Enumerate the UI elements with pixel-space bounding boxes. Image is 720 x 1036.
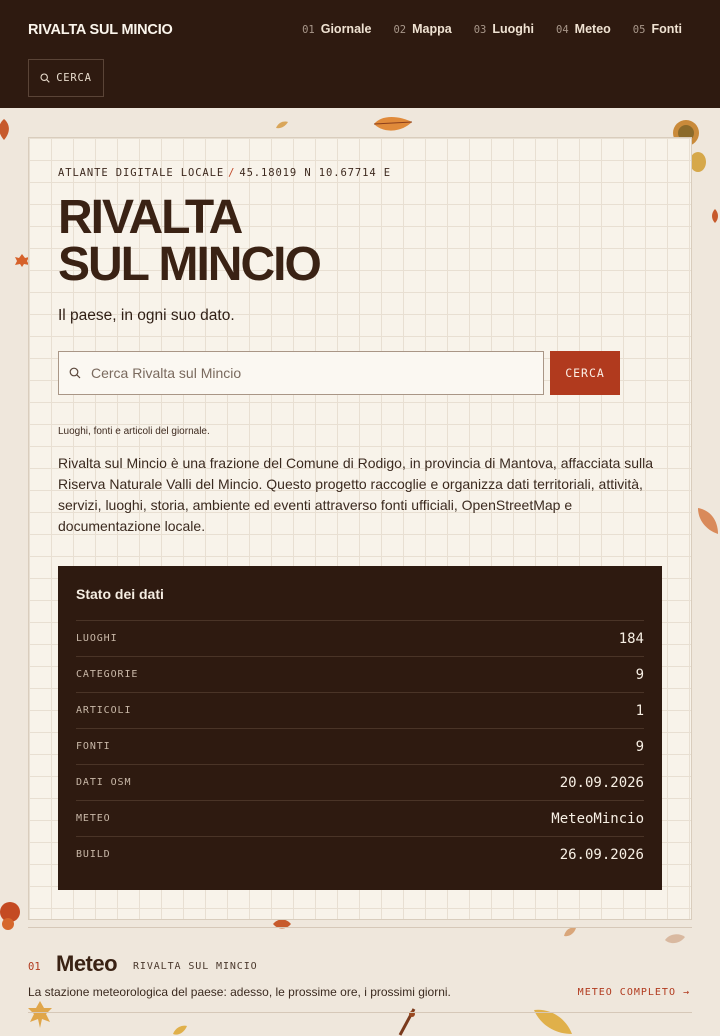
section-divider	[28, 927, 692, 928]
header-search-label: CERCA	[56, 72, 92, 84]
stat-row	[76, 836, 644, 872]
nav-item-meteo[interactable]	[556, 22, 611, 36]
stats-title: Stato dei dati	[76, 586, 164, 602]
kicker-separator: /	[228, 167, 236, 179]
stat-label: LUOGHI	[76, 633, 118, 644]
stat-label: BUILD	[76, 849, 111, 860]
hero-subtitle: Il paese, in ogni suo dato.	[58, 307, 235, 324]
section-number: 01	[28, 961, 41, 973]
nav-number: 02	[393, 24, 407, 36]
section-description: La stazione meteorologica del paese: adesso, le prossime ore, i prossimi giorni.	[28, 985, 451, 999]
stats-list	[76, 620, 644, 872]
stat-value: MeteoMincio	[551, 810, 644, 827]
search-box	[58, 351, 544, 395]
meteo-full-link[interactable]: METEO COMPLETO →	[577, 987, 690, 998]
stat-row	[76, 728, 644, 764]
title-line: SUL MINCIO	[58, 238, 320, 291]
leaf-icon	[372, 112, 414, 138]
nav-number: 03	[473, 24, 487, 36]
section-divider	[28, 1012, 692, 1013]
leaf-icon	[26, 1000, 54, 1030]
stat-label: CATEGORIE	[76, 669, 139, 680]
stat-label: FONTI	[76, 741, 111, 752]
leaf-icon	[0, 118, 12, 142]
leaf-icon	[275, 120, 289, 130]
page-title	[58, 191, 320, 291]
leaf-icon	[710, 208, 720, 224]
stat-value: 26.09.2026	[559, 846, 644, 863]
section-title: Meteo	[56, 951, 118, 976]
leaf-icon	[532, 1006, 574, 1036]
kicker-coordinates: 45.18019 N 10.67714 E	[239, 167, 391, 179]
search-input[interactable]	[91, 365, 543, 381]
search-icon	[40, 73, 50, 83]
stat-value: 9	[635, 666, 644, 683]
header-search-button[interactable]	[28, 59, 104, 97]
nav-label: Luoghi	[492, 22, 535, 36]
stat-row	[76, 800, 644, 836]
stat-row	[76, 656, 644, 692]
nav-number: 01	[302, 24, 315, 36]
stat-label: DATI OSM	[76, 777, 132, 788]
hero-kicker	[58, 167, 391, 179]
data-status-panel	[58, 566, 662, 890]
nav-item-giornale[interactable]	[302, 22, 371, 36]
hero-card	[28, 137, 692, 920]
nav-number: 05	[632, 24, 646, 36]
search-icon	[69, 367, 81, 379]
nav-label: Mappa	[412, 22, 452, 36]
stat-row	[76, 692, 644, 728]
site-brand[interactable]: RIVALTA SUL MINCIO	[28, 22, 173, 38]
nav-number: 04	[556, 24, 569, 36]
nav-label: Meteo	[574, 22, 611, 36]
stat-label: ARTICOLI	[76, 705, 132, 716]
leaf-icon	[0, 898, 24, 932]
top-bar	[0, 0, 720, 108]
kicker-label: ATLANTE DIGITALE LOCALE	[58, 167, 225, 179]
stat-value: 1	[635, 702, 644, 719]
stat-row	[76, 764, 644, 800]
stat-value: 184	[618, 630, 644, 647]
hero-description: Rivalta sul Mincio è una frazione del Comune di Rodigo, in provincia di Mantova, affacciata sulla Riserva Naturale Valli del Mincio. Questo progetto raccoglie e organizza dati territoriali, attività, servizi, luoghi, storia, ambiente ed eventi attraverso fonti ufficiali, OpenStreetMap e documentazione locale.	[58, 455, 654, 534]
title-line: RIVALTA	[58, 191, 242, 244]
main-nav	[302, 22, 682, 36]
nav-item-fonti[interactable]	[633, 22, 682, 36]
nav-item-mappa[interactable]	[393, 22, 451, 36]
stat-row	[76, 620, 644, 656]
nav-label: Giornale	[320, 22, 372, 36]
nav-label: Fonti	[651, 22, 682, 36]
nav-item-luoghi[interactable]	[474, 22, 534, 36]
stat-label: METEO	[76, 813, 111, 824]
leaf-icon	[664, 932, 686, 946]
stat-value: 9	[635, 738, 644, 755]
leaf-icon	[696, 506, 720, 536]
search-submit-button[interactable]: CERCA	[550, 351, 620, 395]
stat-value: 20.09.2026	[559, 774, 644, 791]
leaf-icon	[172, 1024, 188, 1036]
search-hint: Luoghi, fonti e articoli del giornale.	[58, 426, 210, 437]
section-tag: RIVALTA SUL MINCIO	[133, 961, 258, 972]
